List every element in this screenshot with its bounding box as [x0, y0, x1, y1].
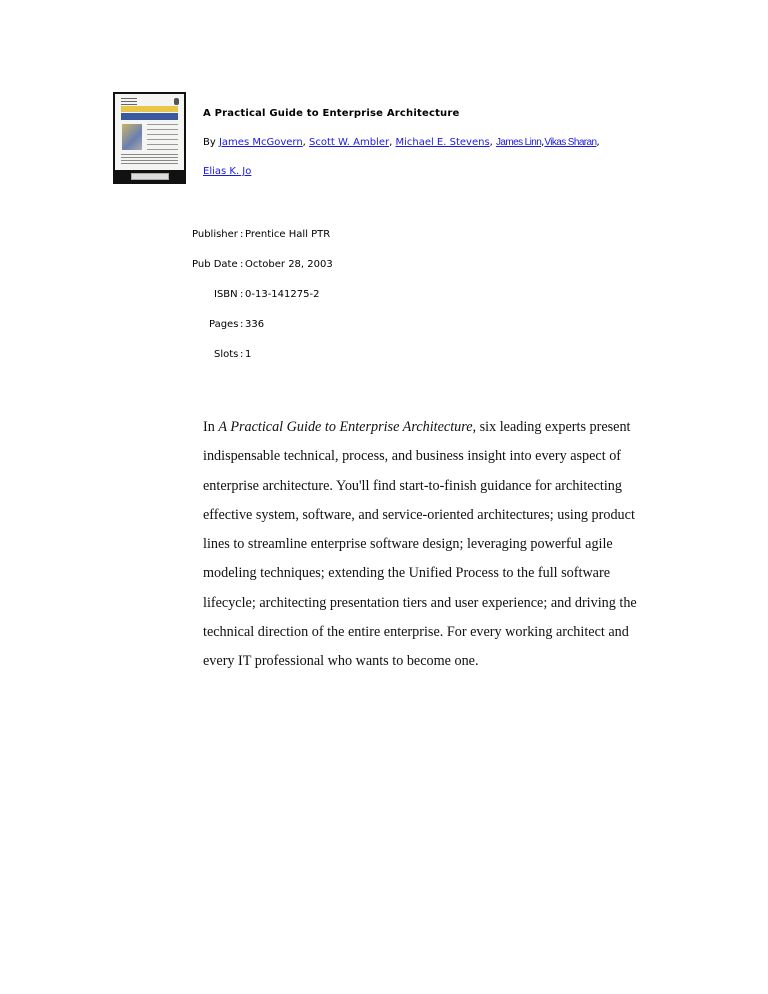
meta-value: 336 — [245, 319, 265, 330]
publisher-logo-icon — [174, 98, 179, 105]
description-intro: In — [203, 419, 219, 435]
author-byline-continued — [203, 166, 251, 177]
meta-colon: : — [240, 259, 244, 270]
meta-label: ISBN — [214, 289, 238, 300]
separator: , — [389, 137, 396, 148]
description-italic-title: A Practical Guide to Enterprise Architecture — [218, 419, 473, 435]
meta-colon: : — [240, 349, 244, 360]
author-byline — [203, 137, 600, 148]
cover-page — [115, 94, 184, 170]
meta-colon: : — [240, 319, 244, 330]
meta-label: Pages — [209, 319, 239, 330]
meta-value: 0-13-141275-2 — [245, 289, 320, 300]
cover-bullet-list — [147, 124, 178, 150]
meta-value: October 28, 2003 — [245, 259, 333, 270]
author-link[interactable]: Scott W. Ambler — [309, 137, 390, 148]
separator: , — [489, 137, 497, 148]
cover-series-logo — [131, 173, 169, 180]
meta-label: Publisher — [192, 229, 238, 240]
book-title: A Practical Guide to Enterprise Architecture — [203, 108, 460, 119]
description-body: , six leading experts present indispensable technical, process, and business insight into every aspect of enterprise architecture. You'll find start-to-finish guidance for architecting effective system, software, and service-oriented architectures; using product lines to streamline enterprise software design; leveraging powerful agile modeling techniques; extending the Unified Process to the full software lifecycle; architecting presentation tiers and user experience; and driving the technical direction of the entire enterprise. For every working architect and every IT professional who wants to become one. — [203, 419, 637, 670]
author-link[interactable]: Michael E. Stevens — [395, 137, 490, 148]
cover-author-list — [121, 154, 178, 166]
author-link[interactable]: Elias K. Jo — [203, 166, 252, 177]
separator: , — [596, 137, 600, 148]
author-link[interactable]: James Linn — [496, 137, 542, 148]
meta-value: Prentice Hall PTR — [245, 229, 331, 240]
book-description — [203, 413, 663, 677]
separator: , — [302, 137, 310, 148]
cover-illustration — [122, 124, 142, 150]
cover-title-enterprise — [121, 106, 178, 112]
book-cover-image — [113, 92, 186, 184]
meta-label: Slots — [214, 349, 239, 360]
meta-value: 1 — [245, 349, 252, 360]
cover-subtitle-text — [121, 98, 137, 105]
author-link[interactable]: Vikas Sharan — [544, 137, 597, 148]
cover-title-architecture — [121, 113, 178, 120]
meta-colon: : — [240, 289, 244, 300]
separator: , — [541, 137, 545, 148]
author-link[interactable]: James McGovern — [218, 137, 303, 148]
meta-colon: : — [240, 229, 244, 240]
by-label: By — [203, 137, 219, 148]
meta-label: Pub Date — [192, 259, 238, 270]
